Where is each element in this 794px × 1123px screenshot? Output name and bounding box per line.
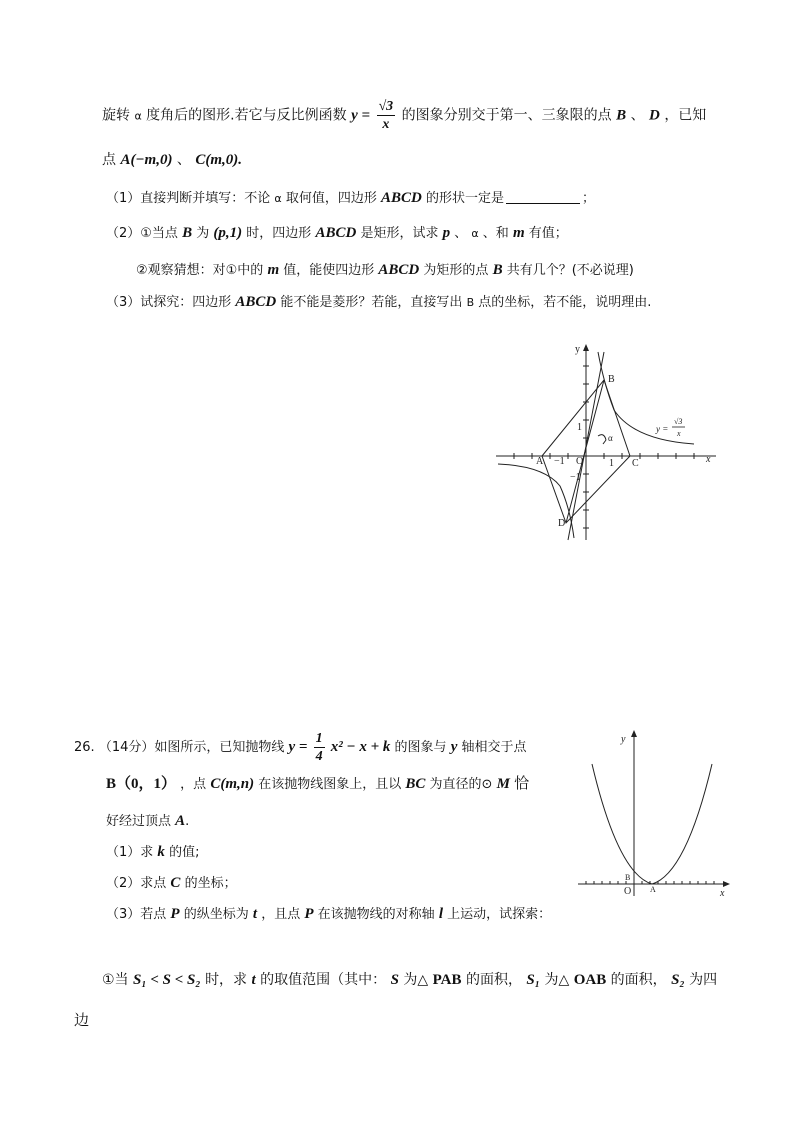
p26-q1: （1）求 k 的值;: [106, 844, 200, 860]
p25-q3: （3）试探究：四边形 ABCD 能不能是菱形？若能，直接写出 B 点的坐标，若不能，说明理由.: [106, 294, 652, 310]
fig1-tick-1: 1: [609, 458, 614, 469]
alpha-arc: [598, 435, 606, 440]
fig2-label-O: O: [624, 886, 632, 897]
p25-q2b: ②观察猜想：对①中的 m 值，能使四边形 ABCD 为矩形的点 B 共有几个？(不必说理): [136, 262, 634, 278]
p25-line1: 旋转 α 度角后的图形.若它与反比例函数 y = $\frac{√3}{x}$ 的图象分别交于第一、三象限的点 B 、 D ，已知: [102, 99, 707, 132]
p26-line1: 26. （14分）如图所示，已知抛物线 y = $\frac{1}{4}$ x² − x + k 的图象与 y 轴相交于点: [74, 731, 527, 764]
sqrt3-over-x: $\frac{√3}{x}$: [378, 99, 394, 132]
alpha-arrow: [603, 440, 606, 444]
p25-q2: （2）①当点 B 为 (p,1) 时，四边形 ABCD 是矩形，试求 p 、 α 、和 m 有值；: [106, 225, 568, 241]
p25-q1: （1）直接判断并填写：不论 α 取何值，四边形 ABCD 的形状一定是 ；: [106, 190, 596, 206]
fig2-label-A: A: [650, 885, 656, 894]
fig1-curve-label: y =: [656, 424, 669, 434]
p26-q4: ①当 S₁ < S < S₂ 时，求 t 的取值范围（其中： S 为△ PAB 的面积， S₁ 为△ OAB 的面积， S₂ 为四: [102, 972, 718, 988]
one-quarter: $\frac{1}{4}$: [315, 731, 323, 764]
fig1-label-y: y: [575, 344, 580, 355]
p26-q3: （3）若点 P 的纵坐标为 t ，且点 P 在该抛物线的对称轴 l 上运动，试探索：: [106, 906, 552, 922]
p26-line2: B（0，1） ，点 C(m,n) 在该抛物线图象上，且以 BC 为直径的⊙ M 恰: [106, 774, 530, 792]
fig1-curve-num: √3: [674, 417, 683, 426]
fig1-label-x: x: [706, 454, 711, 465]
p26-q2: （2）求点 C 的坐标；: [106, 875, 237, 891]
y-axis-arrow: [583, 344, 589, 351]
fig2-x-arrow: [723, 881, 730, 887]
fig1-label-B: B: [608, 374, 615, 385]
fig2-label-y: y: [621, 734, 626, 745]
fig2-y-arrow: [631, 730, 637, 737]
fig1-label-D: D: [558, 518, 566, 529]
fig1-label-O: O: [576, 456, 584, 467]
diagonal-BD: [566, 380, 604, 523]
fig1-tick-neg1: −1: [554, 456, 565, 467]
figure-rhombus-hyperbola: [494, 340, 724, 545]
fig2-label-x: x: [720, 888, 725, 898]
fig1-curve-den: x: [677, 429, 681, 438]
answer-blank[interactable]: [506, 189, 580, 204]
p25-line2: 点 A(−m,0) 、 C(m,0).: [102, 152, 243, 168]
fig1-label-alpha: α: [608, 433, 613, 443]
p26-line3: 好经过顶点 A.: [106, 813, 190, 829]
fig2-label-B: B: [625, 873, 631, 882]
fig1-label-C: C: [632, 458, 639, 469]
figure-parabola: [574, 726, 734, 898]
fig1-label-A: A: [536, 456, 544, 467]
fig1-tick-yneg1: −1: [570, 472, 581, 483]
p26-last: 边: [74, 1011, 90, 1029]
fig1-tick-y1: 1: [577, 422, 582, 433]
parabola-curve: [592, 764, 712, 884]
